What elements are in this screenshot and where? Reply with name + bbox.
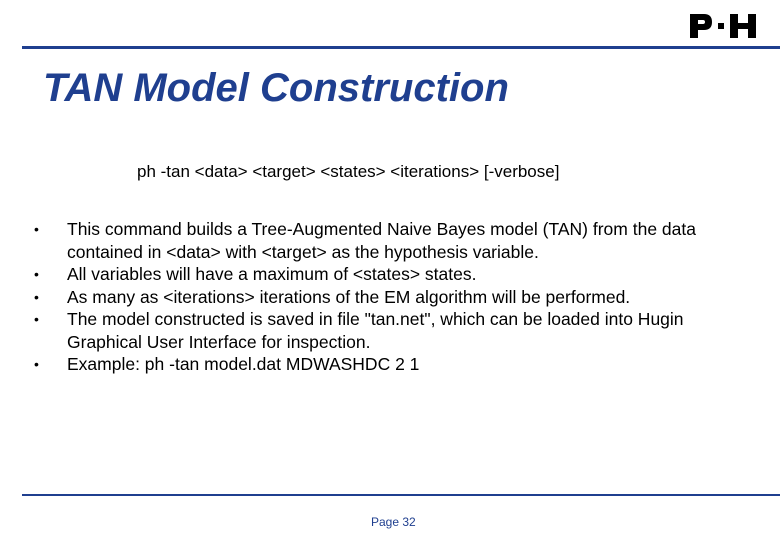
page-number: Page 32 xyxy=(371,515,416,529)
bullet-marker: • xyxy=(34,356,39,372)
list-item xyxy=(0,286,760,309)
bullet-text: As many as <iterations> iterations of the EM algorithm will be performed. xyxy=(67,286,631,307)
footer-divider xyxy=(22,494,780,496)
list-item xyxy=(0,353,760,376)
bullet-text: This command builds a Tree-Augmented Naive Bayes model (TAN) from the data contained in <data> with <target> as the hypothesis variable. xyxy=(67,219,696,262)
bullet-marker: • xyxy=(34,288,39,305)
header-divider xyxy=(22,46,780,49)
bullet-marker: • xyxy=(34,221,39,237)
command-syntax: ph -tan <data> <target> <states> <iterations> [-verbose] xyxy=(137,162,560,181)
bullet-text: All variables will have a maximum of <states> states. xyxy=(67,264,477,284)
list-item xyxy=(0,263,760,286)
list-item xyxy=(0,308,760,353)
ph-logo-icon xyxy=(688,10,760,42)
bullet-marker: • xyxy=(34,266,39,282)
bullet-marker: • xyxy=(34,311,39,327)
slide-title: TAN Model Construction xyxy=(43,66,509,110)
bullet-text: Example: ph -tan model.dat MDWASHDC 2 1 xyxy=(67,354,420,374)
bullet-list xyxy=(0,218,760,376)
list-item xyxy=(0,218,760,263)
bullet-text: The model constructed is saved in file "tan.net", which can be loaded into Hugin Graphical User Interface for inspection. xyxy=(67,309,684,352)
